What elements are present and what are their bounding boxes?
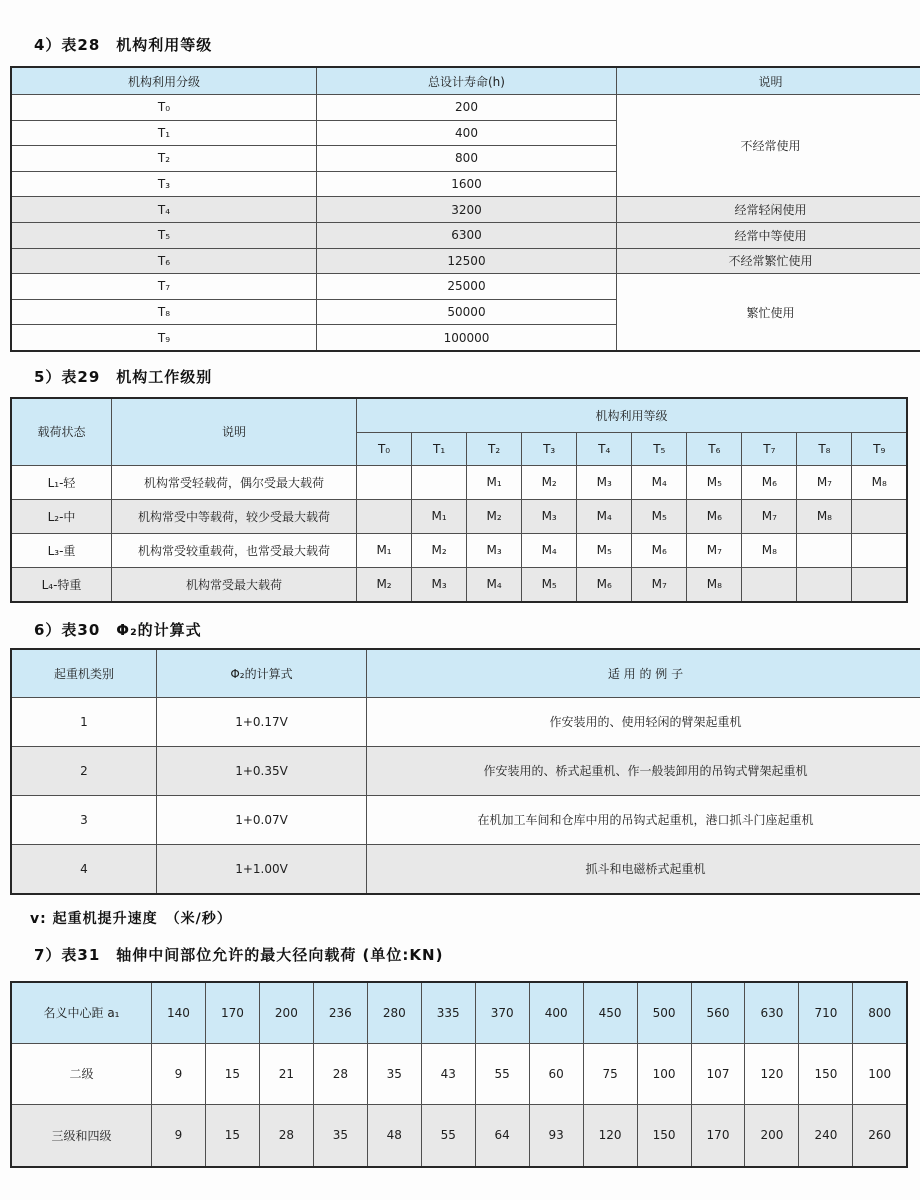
- working-grade-cell: M₈: [852, 465, 907, 499]
- working-grade-cell: M₂: [357, 567, 412, 602]
- working-grade-cell: M₃: [522, 499, 577, 533]
- table-28-head: [11, 67, 920, 95]
- radial-load-cell: 150: [799, 1043, 853, 1104]
- working-grade-cell: M₈: [742, 533, 797, 567]
- working-grade-cell: [357, 499, 412, 533]
- radial-load-cell: 170: [691, 1104, 745, 1167]
- table-row: [11, 248, 920, 274]
- working-grade-cell: M₆: [632, 533, 687, 567]
- radial-load-cell: 9: [152, 1104, 206, 1167]
- table-30-col-header-1: Φ₂的计算式: [157, 649, 367, 698]
- crane-class-cell: 2: [11, 746, 157, 795]
- working-grade-cell: M₈: [797, 499, 852, 533]
- utilization-grade-cell: T₈: [11, 299, 317, 325]
- center-distance-cell: 140: [152, 982, 206, 1044]
- crane-class-cell: 1: [11, 697, 157, 746]
- center-distance-cell: 280: [367, 982, 421, 1044]
- working-grade-cell: M₁: [357, 533, 412, 567]
- radial-load-cell: 35: [313, 1104, 367, 1167]
- table-29-head: [11, 398, 907, 466]
- center-distance-cell: 800: [853, 982, 907, 1044]
- table-row: [11, 795, 920, 844]
- working-grade-cell: M₇: [742, 499, 797, 533]
- working-grade-cell: [412, 465, 467, 499]
- description-header: 说明: [112, 398, 357, 466]
- formula-cell: 1+0.17V: [157, 697, 367, 746]
- radial-load-cell: 55: [475, 1043, 529, 1104]
- section-title-table28: 4）表28 机构利用等级: [34, 36, 213, 54]
- radial-load-cell: 60: [529, 1043, 583, 1104]
- working-grade-cell: M₈: [687, 567, 742, 602]
- radial-load-cell: 55: [421, 1104, 475, 1167]
- t-grade-header-0: T₀: [357, 432, 412, 465]
- center-distance-cell: 370: [475, 982, 529, 1044]
- radial-load-cell: 35: [367, 1043, 421, 1104]
- load-state-cell: L₄-特重: [11, 567, 112, 602]
- radial-load-cell: 240: [799, 1104, 853, 1167]
- center-distance-cell: 170: [205, 982, 259, 1044]
- center-distance-header: 名义中心距 a₁: [11, 982, 152, 1044]
- radial-load-cell: 93: [529, 1104, 583, 1167]
- center-distance-cell: 200: [259, 982, 313, 1044]
- table-29-mechanism-working-grade: [10, 397, 908, 603]
- working-grade-cell: M₆: [687, 499, 742, 533]
- radial-load-cell: 28: [313, 1043, 367, 1104]
- table-row: [11, 95, 920, 121]
- radial-load-cell: 100: [853, 1043, 907, 1104]
- center-distance-cell: 710: [799, 982, 853, 1044]
- radial-load-cell: 260: [853, 1104, 907, 1167]
- t-grade-header-9: T₉: [852, 432, 907, 465]
- t-grade-header-3: T₃: [522, 432, 577, 465]
- working-grade-cell: [797, 567, 852, 602]
- table-28-col-header-2: 说明: [617, 67, 920, 95]
- crane-class-cell: 3: [11, 795, 157, 844]
- table-row: [11, 697, 920, 746]
- utilization-grade-cell: T₇: [11, 274, 317, 300]
- working-grade-cell: M₅: [632, 499, 687, 533]
- utilization-grade-cell: T₆: [11, 248, 317, 274]
- table-30-header-row: [11, 649, 920, 698]
- stage-label-cell: 二级: [11, 1043, 152, 1104]
- table-28-body: [11, 95, 920, 351]
- working-grade-cell: [797, 533, 852, 567]
- center-distance-cell: 400: [529, 982, 583, 1044]
- center-distance-cell: 450: [583, 982, 637, 1044]
- table-row: [11, 844, 920, 894]
- design-life-cell: 800: [317, 146, 617, 172]
- radial-load-cell: 15: [205, 1043, 259, 1104]
- utilization-grade-cell: T₅: [11, 222, 317, 248]
- t-grade-header-4: T₄: [577, 432, 632, 465]
- section-title-table31: 7）表31 轴伸中间部位允许的最大径向载荷 (单位:KN): [34, 945, 444, 964]
- utilization-group-header: 机构利用等级: [357, 398, 908, 433]
- load-state-header: 载荷状态: [11, 398, 112, 466]
- design-life-cell: 1600: [317, 171, 617, 197]
- design-life-cell: 400: [317, 120, 617, 146]
- radial-load-cell: 120: [583, 1104, 637, 1167]
- t-grade-header-8: T₈: [797, 432, 852, 465]
- radial-load-cell: 9: [152, 1043, 206, 1104]
- working-grade-cell: M₅: [522, 567, 577, 602]
- radial-load-cell: 64: [475, 1104, 529, 1167]
- center-distance-cell: 560: [691, 982, 745, 1044]
- table-30-head: [11, 649, 920, 698]
- description-cell: 机构常受最大载荷: [112, 567, 357, 602]
- description-cell: 机构常受较重载荷，也常受最大载荷: [112, 533, 357, 567]
- table-28-col-header-0: 机构利用分级: [11, 67, 317, 95]
- table-30-col-header-0: 起重机类别: [11, 649, 157, 698]
- utilization-grade-cell: T₉: [11, 325, 317, 351]
- note-cell: 经常轻闲使用: [617, 197, 920, 223]
- formula-cell: 1+0.07V: [157, 795, 367, 844]
- table-row: [11, 1104, 907, 1167]
- radial-load-cell: 43: [421, 1043, 475, 1104]
- table-31-body: [11, 982, 907, 1167]
- note-hoisting-speed: v: 起重机提升速度 （米/秒）: [30, 910, 232, 927]
- table-row: [11, 197, 920, 223]
- description-cell: 机构常受轻载荷，偶尔受最大载荷: [112, 465, 357, 499]
- radial-load-cell: 15: [205, 1104, 259, 1167]
- design-life-cell: 50000: [317, 299, 617, 325]
- examples-cell: 抓斗和电磁桥式起重机: [367, 844, 920, 894]
- working-grade-cell: M₃: [577, 465, 632, 499]
- note-cell: 繁忙使用: [617, 274, 920, 351]
- radial-load-cell: 120: [745, 1043, 799, 1104]
- table-29-body: [11, 465, 907, 602]
- center-distance-cell: 335: [421, 982, 475, 1044]
- table-30-col-header-2: 适 用 的 例 子: [367, 649, 920, 698]
- radial-load-cell: 21: [259, 1043, 313, 1104]
- table-row: [11, 746, 920, 795]
- description-cell: 机构常受中等载荷，较少受最大载荷: [112, 499, 357, 533]
- working-grade-cell: M₅: [577, 533, 632, 567]
- note-cell: 不经常繁忙使用: [617, 248, 920, 274]
- design-life-cell: 12500: [317, 248, 617, 274]
- radial-load-cell: 150: [637, 1104, 691, 1167]
- radial-load-cell: 100: [637, 1043, 691, 1104]
- table-29-header-row-1: [11, 398, 907, 433]
- working-grade-cell: M₄: [522, 533, 577, 567]
- table-28-header-row: [11, 67, 920, 95]
- working-grade-cell: M₁: [412, 499, 467, 533]
- utilization-grade-cell: T₄: [11, 197, 317, 223]
- working-grade-cell: [742, 567, 797, 602]
- t-grade-header-7: T₇: [742, 432, 797, 465]
- table-28-mechanism-utilization: [10, 66, 920, 352]
- radial-load-cell: 200: [745, 1104, 799, 1167]
- working-grade-cell: M₇: [687, 533, 742, 567]
- design-life-cell: 100000: [317, 325, 617, 351]
- radial-load-cell: 28: [259, 1104, 313, 1167]
- working-grade-cell: M₄: [577, 499, 632, 533]
- center-distance-cell: 500: [637, 982, 691, 1044]
- table-31-max-radial-load: [10, 981, 908, 1168]
- stage-label-cell: 三级和四级: [11, 1104, 152, 1167]
- utilization-grade-cell: T₂: [11, 146, 317, 172]
- working-grade-cell: M₆: [742, 465, 797, 499]
- t-grade-header-1: T₁: [412, 432, 467, 465]
- table-row: [11, 499, 907, 533]
- examples-cell: 作安装用的、桥式起重机、作一般装卸用的吊钩式臂架起重机: [367, 746, 920, 795]
- working-grade-cell: [852, 499, 907, 533]
- working-grade-cell: [357, 465, 412, 499]
- note-cell: 不经常使用: [617, 95, 920, 197]
- working-grade-cell: M₅: [687, 465, 742, 499]
- working-grade-cell: M₄: [467, 567, 522, 602]
- center-distance-cell: 630: [745, 982, 799, 1044]
- working-grade-cell: M₃: [412, 567, 467, 602]
- table-row: [11, 274, 920, 300]
- radial-load-cell: 75: [583, 1043, 637, 1104]
- radial-load-cell: 107: [691, 1043, 745, 1104]
- working-grade-cell: M₂: [412, 533, 467, 567]
- utilization-grade-cell: T₃: [11, 171, 317, 197]
- load-state-cell: L₂-中: [11, 499, 112, 533]
- table-28-col-header-1: 总设计寿命(h): [317, 67, 617, 95]
- table-row: [11, 567, 907, 602]
- examples-cell: 作安装用的、使用轻闲的臂架起重机: [367, 697, 920, 746]
- note-cell: 经常中等使用: [617, 222, 920, 248]
- design-life-cell: 25000: [317, 274, 617, 300]
- working-grade-cell: M₂: [467, 499, 522, 533]
- t-grade-header-6: T₆: [687, 432, 742, 465]
- formula-cell: 1+1.00V: [157, 844, 367, 894]
- load-state-cell: L₃-重: [11, 533, 112, 567]
- t-grade-header-5: T₅: [632, 432, 687, 465]
- table-row: [11, 465, 907, 499]
- design-life-cell: 3200: [317, 197, 617, 223]
- table-row: [11, 533, 907, 567]
- working-grade-cell: M₂: [522, 465, 577, 499]
- working-grade-cell: M₇: [797, 465, 852, 499]
- working-grade-cell: M₁: [467, 465, 522, 499]
- table-30-phi2-formula: [10, 648, 920, 895]
- radial-load-cell: 48: [367, 1104, 421, 1167]
- load-state-cell: L₁-轻: [11, 465, 112, 499]
- design-life-cell: 200: [317, 95, 617, 121]
- crane-class-cell: 4: [11, 844, 157, 894]
- table-30-body: [11, 697, 920, 894]
- section-title-table29: 5）表29 机构工作级别: [34, 367, 213, 386]
- center-distance-cell: 236: [313, 982, 367, 1044]
- working-grade-cell: M₆: [577, 567, 632, 602]
- working-grade-cell: M₃: [467, 533, 522, 567]
- working-grade-cell: [852, 567, 907, 602]
- table-31-header-row: [11, 982, 907, 1044]
- design-life-cell: 6300: [317, 222, 617, 248]
- working-grade-cell: M₄: [632, 465, 687, 499]
- examples-cell: 在机加工车间和仓库中用的吊钩式起重机，港口抓斗门座起重机: [367, 795, 920, 844]
- section-title-table30: 6）表30 Φ₂的计算式: [34, 620, 202, 639]
- table-row: [11, 222, 920, 248]
- working-grade-cell: M₇: [632, 567, 687, 602]
- table-row: [11, 1043, 907, 1104]
- utilization-grade-cell: T₁: [11, 120, 317, 146]
- t-grade-header-2: T₂: [467, 432, 522, 465]
- utilization-grade-cell: T₀: [11, 95, 317, 121]
- formula-cell: 1+0.35V: [157, 746, 367, 795]
- working-grade-cell: [852, 533, 907, 567]
